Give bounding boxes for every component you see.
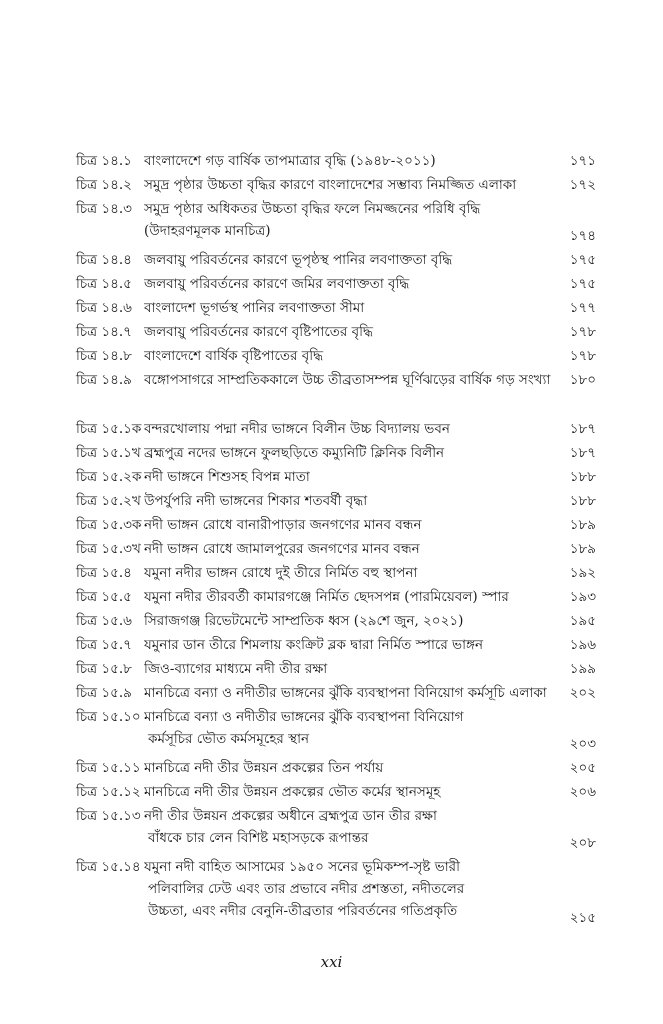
figure-title — [144, 297, 554, 319]
figure-title-line: উপর্যুপরি নদী ভাঙ্গনের শিকার শতবর্ষী বৃদ্ধা — [144, 493, 368, 509]
figure-title-line: বন্দরখোলায় পদ্মা নদীর ভাঙ্গনে বিলীন উচ্চ বিদ্যালয় ভবন — [144, 421, 450, 437]
figure-label: চিত্র ১৪.৯ — [76, 372, 132, 388]
figure-label: চিত্র ১৫.১১ — [76, 760, 141, 776]
figure-title-line: নদী তীর উন্নয়ন প্রকল্পের অধীনে ব্রহ্মপুত্র ডান তীর রক্ষা — [144, 808, 437, 824]
figure-title-line: মানচিত্রে বন্যা ও নদীতীর ভাঙ্গনের ঝুঁকি ব্যবস্থাপনা বিনিয়োগ — [144, 709, 464, 725]
figure-entry — [76, 150, 596, 174]
figure-title-line: যমুনা নদীর তীরবর্তী কামারগঞ্জে নির্মিত ছেদসপন্ন (পারমিয়েবল) স্পার — [144, 589, 509, 605]
figure-title-line: যমুনার ডান তীরে শিমলায় কংক্রিট ব্লক দ্বারা নির্মিত স্পারে ভাঙ্গন — [144, 637, 484, 653]
page-reference: ১৯৬ — [569, 637, 596, 653]
figure-entry — [76, 174, 596, 198]
page-reference: ১৮৮ — [569, 469, 596, 485]
page-reference: ১৯৩ — [569, 589, 596, 605]
figure-title — [144, 586, 554, 608]
figure-title-line: নদী ভাঙ্গন রোধে জামালপুরের জনগণের মানব বন্ধন — [144, 541, 420, 557]
figure-label: চিত্র ১৪.১ — [76, 153, 132, 169]
page-reference: ১৭২ — [569, 177, 596, 193]
figure-entry — [76, 682, 596, 706]
figure-label: চিত্র ১৫.৬ — [76, 613, 132, 629]
figure-title — [144, 562, 554, 584]
figure-title-line: বঙ্গোপসাগরে সাম্প্রতিককালে উচ্চ তীব্রতাসম্পন্ন ঘূর্ণিঝড়ের বার্ষিক গড় সংখ্যা — [144, 372, 551, 388]
figure-entry — [76, 757, 596, 781]
figure-title-line: জিও-ব্যাগের মাধ্যমে নদী তীর রক্ষা — [144, 661, 328, 677]
page-reference: ১৭৫ — [569, 252, 596, 268]
figure-label: চিত্র ১৫.১২ — [76, 784, 141, 800]
figure-title-line: উচ্চতা, এবং নদীর বেনুনি-তীব্রতার পরিবর্তনের গতিপ্রকৃতি — [148, 903, 458, 919]
page-number-folio: xxi — [320, 953, 343, 971]
figure-title-line: বাংলাদেশে বার্ষিক বৃষ্টিপাতের বৃদ্ধি — [144, 348, 323, 364]
page-reference: ১৭৪ — [569, 228, 596, 244]
figure-title-line: জলবায়ু পরিবর্তনের কারণে ভূপৃষ্ঠস্থ পানির লবণাক্ততা বৃদ্ধি — [144, 252, 453, 268]
figure-label: চিত্র ১৫.৪ — [76, 565, 132, 581]
figure-entry — [76, 490, 596, 514]
figure-label: চিত্র ১৪.৭ — [76, 324, 132, 340]
figure-title — [144, 321, 554, 343]
figure-title-line: পলিবালির ঢেউ এবং তার প্রভাবে নদীর প্রশস্ততা, নদীতলের — [148, 881, 465, 897]
figure-title-line: জলবায়ু পরিবর্তনের কারণে জমির লবণাক্ততা বৃদ্ধি — [144, 276, 410, 292]
figure-entry — [76, 562, 596, 586]
page-reference: ২০৮ — [569, 835, 596, 851]
figure-entry — [76, 610, 596, 634]
figure-label: চিত্র ১৪.৫ — [76, 276, 132, 292]
figure-label: চিত্র ১৫.২ক — [76, 469, 142, 485]
figure-title — [144, 538, 554, 560]
page-reference: ২০৬ — [569, 784, 596, 800]
figure-title — [144, 781, 554, 803]
figure-title — [144, 345, 554, 367]
figure-label: চিত্র ১৪.৬ — [76, 300, 132, 316]
figure-title-line: কর্মসূচির ভৌত কর্মসমূহের স্থান — [148, 731, 310, 747]
figure-title-line: নদী ভাঙ্গনে শিশুসহ বিপন্ন মাতা — [144, 469, 310, 485]
figure-title — [144, 174, 554, 196]
figure-entry — [76, 418, 596, 442]
figure-entry — [76, 249, 596, 273]
figure-title — [144, 610, 554, 632]
figure-label: চিত্র ১৫.২খ — [76, 493, 141, 509]
page-reference: ১৯৫ — [569, 613, 596, 629]
figure-title-line: মানচিত্রে নদী তীর উন্নয়ন প্রকল্পের তিন পর্যায় — [144, 760, 384, 776]
figure-label: চিত্র ১৪.৮ — [76, 348, 132, 364]
figure-label: চিত্র ১৫.১৩ — [76, 808, 141, 824]
figure-label: চিত্র ১৫.৭ — [76, 637, 132, 653]
figure-title-line: সমুদ্র পৃষ্ঠার উচ্চতা বৃদ্ধির কারণে বাংলাদেশের সম্ভাব্য নিমজ্জিত এলাকা — [144, 177, 517, 193]
figure-entry — [76, 634, 596, 658]
figure-title-line: বাঁধকে চার লেন বিশিষ্ট মহাসড়কে রূপান্তর — [148, 830, 369, 846]
page-reference: ১৮৯ — [569, 541, 596, 557]
figure-entry — [76, 442, 596, 466]
page-reference: ১৭৮ — [569, 324, 596, 340]
figure-label: চিত্র ১৪.৪ — [76, 252, 132, 268]
page-reference: ১৭১ — [569, 153, 596, 169]
page-reference: ১৮৭ — [569, 445, 596, 461]
figure-entry — [76, 198, 596, 246]
figure-title-line: সিরাজগঞ্জ রিভেটমেন্টে সাম্প্রতিক ধ্বস (২৯শে জুন, ২০২১) — [144, 613, 464, 629]
figure-title — [144, 466, 554, 488]
figure-entry — [76, 781, 596, 805]
page-reference: ২০৫ — [569, 760, 596, 776]
figure-title — [144, 514, 554, 536]
page-reference: ১৭৮ — [569, 348, 596, 364]
figure-title — [144, 249, 554, 271]
figure-title-line: বাংলাদেশ ভূগর্ভস্থ পানির লবণাক্ততা সীমা — [144, 300, 365, 316]
figure-title — [144, 273, 554, 295]
figure-title-line: বাংলাদেশে গড় বার্ষিক তাপমাত্রার বৃদ্ধি (১৯৪৮-২০১১) — [144, 153, 436, 169]
figure-title — [144, 856, 554, 922]
figure-entry — [76, 586, 596, 610]
page-reference: ১৮৮ — [569, 493, 596, 509]
figure-entry — [76, 856, 596, 928]
figure-title-line: মানচিত্রে নদী তীর উন্নয়ন প্রকল্পের ভৌত কর্মের স্থানসমূহ — [144, 784, 441, 800]
figure-entry — [76, 805, 596, 853]
figure-entry — [76, 538, 596, 562]
figure-label: চিত্র ১৫.৫ — [76, 589, 132, 605]
figure-label: চিত্র ১৫.৮ — [76, 661, 132, 677]
figure-title — [144, 706, 554, 750]
figure-title-line: যমুনা নদীর ভাঙ্গন রোধে দুই তীরে নির্মিত বহু স্থাপনা — [144, 565, 418, 581]
page-reference: ১৯৯ — [569, 661, 596, 677]
page-reference: ১৯২ — [569, 565, 596, 581]
figure-entry — [76, 321, 596, 345]
figure-title-line: নদী ভাঙ্গন রোধে বানারীপাড়ার জনগণের মানব বন্ধন — [144, 517, 422, 533]
page-reference: ১৭৭ — [569, 300, 596, 316]
figure-entry — [76, 514, 596, 538]
figure-label: চিত্র ১৫.৩ক — [76, 517, 142, 533]
figure-title — [144, 418, 554, 440]
page-reference: ১৭৫ — [569, 276, 596, 292]
figure-title — [144, 369, 554, 391]
figure-title — [144, 805, 554, 849]
figure-title — [144, 634, 554, 656]
figure-title — [144, 150, 554, 172]
page-reference: ২০২ — [569, 685, 596, 701]
figure-title-line: সমুদ্র পৃষ্ঠার অধিকতর উচ্চতা বৃদ্ধির ফলে নিমজ্জনের পরিধি বৃদ্ধি — [144, 201, 481, 217]
figure-entry — [76, 466, 596, 490]
figure-title-line: মানচিত্রে বন্যা ও নদীতীর ভাঙ্গনের ঝুঁকি ব্যবস্থাপনা বিনিয়োগ কর্মসূচি এলাকা — [144, 685, 547, 701]
figure-entry — [76, 658, 596, 682]
figure-label: চিত্র ১৫.৯ — [76, 685, 132, 701]
figure-title — [144, 658, 554, 680]
figure-label: চিত্র ১৫.১ক — [76, 421, 142, 437]
figure-title — [144, 198, 554, 242]
figure-title — [144, 682, 554, 704]
figure-entry — [76, 345, 596, 369]
figure-title-line: ব্রহ্মপুত্র নদের ভাঙ্গনে ফুলছড়িতে কম্যুনিটি ক্লিনিক বিলীন — [144, 445, 445, 461]
figure-label: চিত্র ১৪.৩ — [76, 201, 132, 217]
figure-title — [144, 757, 554, 779]
figure-entry — [76, 297, 596, 321]
page-reference: ১৮০ — [569, 372, 596, 388]
figure-title-line: (উদাহরণমূলক মানচিত্র) — [144, 223, 271, 239]
page-reference: ২১৫ — [569, 910, 596, 926]
figure-entry — [76, 369, 596, 393]
figure-label: চিত্র ১৪.২ — [76, 177, 132, 193]
page-reference: ২০৩ — [569, 736, 596, 752]
figure-title-line: জলবায়ু পরিবর্তনের কারণে বৃষ্টিপাতের বৃদ্ধি — [144, 324, 373, 340]
page-reference: ১৮৯ — [569, 517, 596, 533]
figure-entry — [76, 706, 596, 754]
figure-label: চিত্র ১৫.১খ — [76, 445, 141, 461]
figure-label: চিত্র ১৫.৩খ — [76, 541, 141, 557]
figure-title-line: যমুনা নদী বাহিত আসামের ১৯৫০ সনের ভূমিকম্প-সৃষ্ট ভারী — [144, 859, 460, 875]
figure-label: চিত্র ১৫.১৪ — [76, 859, 141, 875]
figure-label: চিত্র ১৫.১০ — [76, 709, 141, 725]
page-reference: ১৮৭ — [569, 421, 596, 437]
figure-title — [144, 490, 554, 512]
figure-entry — [76, 273, 596, 297]
figure-title — [144, 442, 554, 464]
